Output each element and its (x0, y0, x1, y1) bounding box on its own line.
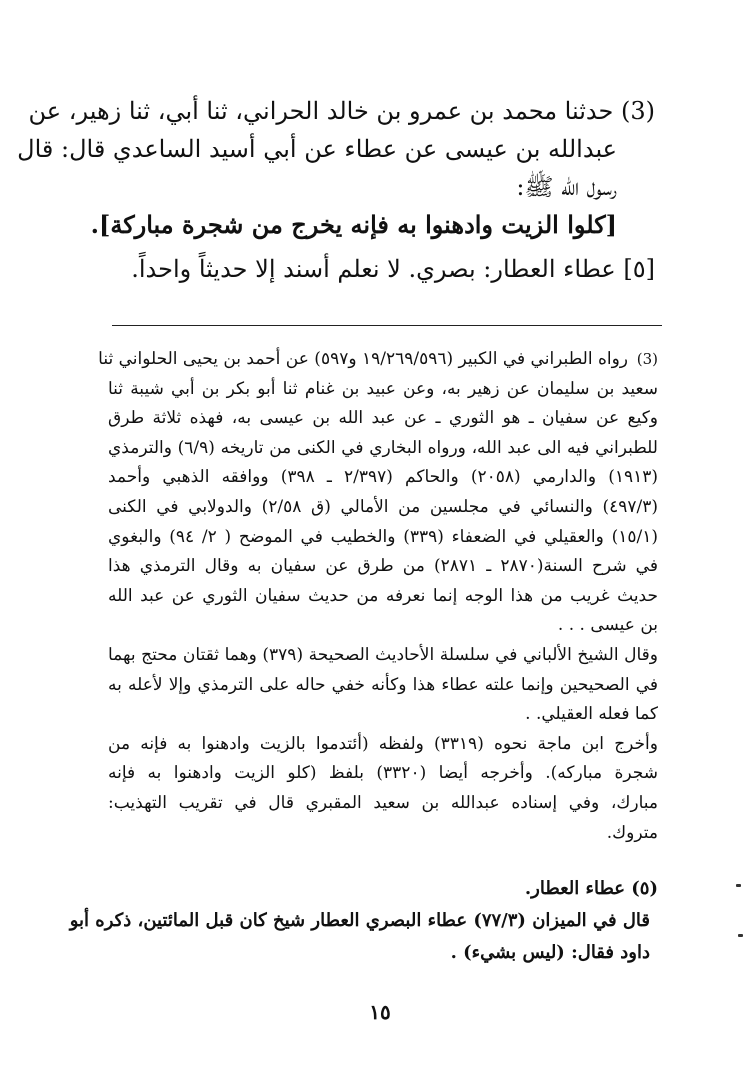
footnote-line: (٤٩٧/٣) والنسائي في مجلسين من الأمالي (ق ٢/٥٨) والدولابي في الكنى (108, 496, 659, 517)
margin-mark (736, 884, 741, 887)
footnote-line: بن عيسى . . . (557, 615, 658, 636)
footnote-separator (112, 325, 662, 326)
footnote-5 (69, 873, 658, 969)
footnote-line: شجرة مباركه). وأخرجه أيضا (٣٣٢٠) بلفظ (كلو الزيت وادهنوا به فإنه (108, 763, 658, 784)
footnote-5-marker: (٥) (631, 878, 658, 899)
footnote-5-line: داود فقال: (ليس بشيء) . (450, 942, 650, 963)
footnote-line: كما فعله العقيلي. . (525, 704, 658, 725)
footnote-line: سعيد بن سليمان عن زهير به، وعن عبيد بن غنام ثنا أبو بكر بن أبي شيبة ثنا (108, 378, 658, 399)
footnote-line (98, 345, 658, 375)
main-line: [كلوا الزيت وادهنوا به فإنه يخرج من شجرة مباركة]. (90, 210, 617, 239)
footnote-5-heading (110, 873, 658, 905)
footnote-text: رواه الطبراني في الكبير (١٩/٢٦٩/٥٩٦ و٥٩٧) عن أحمد بن يحيى الحلواني ثنا (98, 349, 628, 369)
footnote-line: وكيع عن سفيان ـ هو الثوري ـ عن عبد الله بن عيسى به، فهذه ثلاثة طرق (108, 408, 658, 429)
page-number: ١٥ (369, 1000, 391, 1024)
main-line: عبدالله بن عيسى عن عطاء عن أبي أسيد الساعدي قال: قال (17, 135, 617, 163)
footnote-line: في الصحيحين وإنما علته عطاء هذا وكأنه خفي حاله على الترمذي وإلا لأعله به (108, 674, 658, 695)
footnote-marker: (3) (636, 350, 658, 368)
footnote-line: حديث غريب من هذا الوجه إنما نعرفه من حديث سفيان الثوري عن عبد الله (108, 585, 658, 606)
footnotes (98, 345, 659, 848)
footnote-5-line: قال في الميزان (٧٧/٣) عطاء البصري العطار شيخ كان قبل المائتين، ذكره أبو (69, 910, 650, 931)
margin-mark (738, 934, 743, 937)
footnote-5-title: عطاء العطار. (524, 878, 625, 899)
footnote-line: للطبراني فيه الى عبد الله، ورواه البخاري في الكنى من تاريخه (٦/٩) والترمذي (108, 437, 658, 458)
footnote-line: في شرح السنة(٢٨٧٠ ـ ٢٨٧١) من طرق عن سفيان به وقال الترمذي هذا (108, 556, 658, 577)
footnote-line: وأخرج ابن ماجة نحوه (٣٣١٩) ولفظه (أئتدموا بالزيت وادهنوا به فإنه من (108, 733, 658, 754)
main-line: [٥] عطاء العطار: بصري. لا نعلم أسند إلا حديثاً واحداً. (131, 255, 655, 283)
footnote-line: (١٥/١) والعقيلي في الضعفاء (٣٣٩) والخطيب في الموضح ( ٢/ ٩٤) والبغوي (108, 526, 658, 547)
footnote-line: وقال الشيخ الألباني في سلسلة الأحاديث الصحيحة (٣٧٩) وهما ثقتان محتج بهما (108, 644, 658, 665)
main-line: (3) حدثنا محمد بن عمرو بن خالد الحراني، ثنا أبي، ثنا زهير، عن (28, 97, 655, 125)
footnote-line: (١٩١٣) والدارمي (٢٠٥٨) والحاكم (٢/٣٩٧ ـ ٣٩٨) ووافقه الذهبي وأحمد (108, 467, 658, 488)
main-text (17, 92, 655, 288)
footnote-line: متروك. (606, 822, 658, 843)
main-line: رسول الله ﷺ: (516, 173, 617, 201)
footnote-line: مبارك، وفي إسناده عبدالله بن سعيد المقبري قال في تقريب التهذيب: (108, 792, 658, 813)
